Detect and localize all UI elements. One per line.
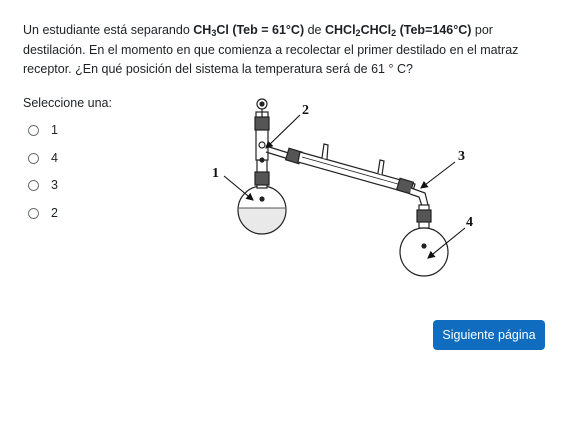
radio-button[interactable]	[28, 208, 39, 219]
select-one-prompt: Seleccione una:	[23, 96, 112, 110]
question-text	[23, 21, 543, 80]
radio-button[interactable]	[28, 180, 39, 191]
arrow-3	[421, 162, 455, 188]
option-label: 4	[51, 151, 58, 165]
arrow-1	[224, 176, 253, 200]
diagram-label-2: 2	[302, 103, 309, 118]
option-label: 2	[51, 206, 58, 220]
diagram-label-1: 1	[212, 166, 219, 181]
receiving-flask	[400, 228, 448, 276]
flask-liquid	[239, 208, 285, 234]
radio-button[interactable]	[28, 153, 39, 164]
joint-top	[255, 117, 269, 130]
option-2[interactable]	[28, 205, 58, 221]
option-3[interactable]	[28, 177, 58, 193]
arrow-2	[266, 115, 300, 148]
option-label: 3	[51, 178, 58, 192]
option-label: 1	[51, 123, 58, 137]
radio-button[interactable]	[28, 125, 39, 136]
joint-bottom	[255, 172, 269, 185]
question-part-2: de	[304, 23, 325, 37]
option-4[interactable]	[28, 150, 58, 166]
thermometer-bulb	[259, 142, 265, 148]
question-part-3: por destilación. En el momento en que comienza a recolectar el primer destilado en el matraz receptor. ¿En qué posición del sistema la temperatura será de 61 ° C?	[23, 23, 519, 76]
question-part-1: Un estudiante está separando	[23, 23, 194, 37]
joint-receiver	[417, 210, 431, 222]
option-1[interactable]	[28, 122, 58, 138]
distillation-diagram	[205, 98, 495, 288]
next-page-button[interactable]: Siguiente página	[433, 320, 545, 350]
diagram-label-3: 3	[458, 149, 465, 164]
compound-2: CHCl$_2$CHCl$_2$ (Teb=146°C)	[324, 23, 472, 38]
compound-1: $CH_3Cl$ (Teb = 61°C)	[193, 23, 305, 38]
diagram-label-4: 4	[466, 215, 473, 230]
